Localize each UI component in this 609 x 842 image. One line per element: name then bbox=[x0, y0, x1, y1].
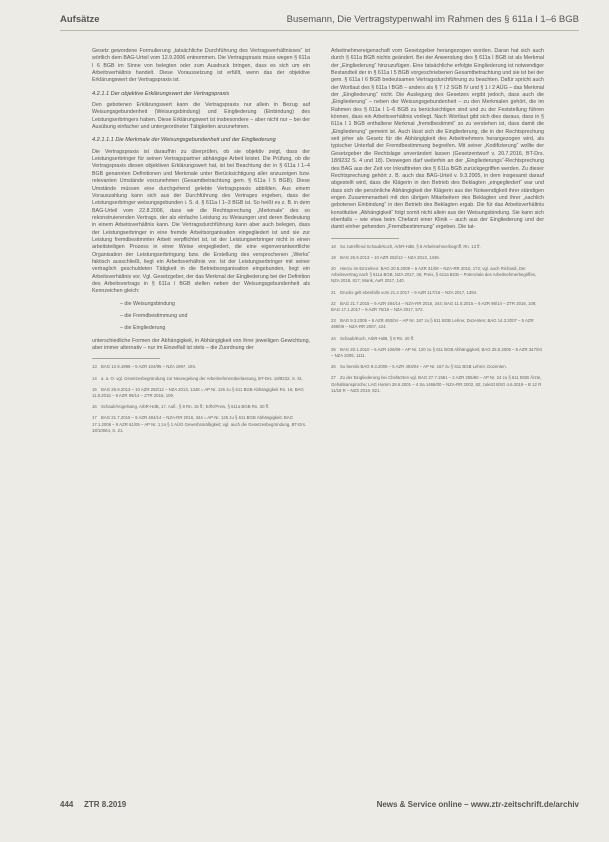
subheading: 4.2.1.1 Der objektive Erklärungswert der Vertragspraxis bbox=[92, 90, 230, 97]
footnotes-right bbox=[331, 244, 544, 394]
criteria-list bbox=[92, 301, 310, 333]
page-number: 444 bbox=[60, 800, 74, 809]
footnote: 16 Schaub/Vogelsang, ArbR-HdB, 17. Aufl., § 8 Rn. 15 ff.; ErfK/Preis, § 611a BGB Rn. 30 ff. bbox=[92, 404, 270, 410]
footnote: 22 BAG 21.7.2015 – 9 AZR 484/14 – NZA-RR 2016, 344; BAG 11.8.2015 – 9 AZR 98/14 – ZTR 2016, 109; BAG 17.1.2017 – 9 AZR 76/16 – NZA 2017, 572. bbox=[331, 300, 537, 313]
footnote: 24 Schaub/Koch, ArbR-HdB, § 8 Rn. 20 ff. bbox=[331, 335, 415, 341]
footnotes-left bbox=[92, 364, 310, 434]
subheading: 4.2.1.1.1 Die Merkmale der Weisungsgebundenheit und der Eingliederung bbox=[92, 137, 276, 144]
right-column bbox=[331, 48, 544, 399]
footnote: 18 So zutreffend Schaub/Koch, ArbR-HdB, § 8 Arbeitnehmerbegriff, Rn. 13 ff. bbox=[331, 243, 481, 249]
section-label: Aufsätze bbox=[60, 14, 100, 25]
footnote: 20 Hierzu im Einzelnen: BAG 20.5.2009 – 5 AZR 31/08 – NZA-RR 2010, 172; vgl. auch Richardi, Der Arbeitsvertrag nach § 611a BGB, NZA 2017, 36; Preis, § 611a BGB – Potenziale des Arbeitnehmerbegriffes, NZA 2018, 817; Wank, AuR 2017, 140. bbox=[331, 266, 537, 284]
paragraph: Die Vertragspraxis ist daraufhin zu überprüfen, ob sie objektiv zeigt, dass der Leistungserbringer für seinen Vertragspartner abhängige Arbeit leistet. Die Prüfung, ob die Vertragspraxis diesen objektiven Erklärungswert hat, ist bei Beachtung der in § 611a I 1–4 BGB genannten Definitionen und Merkmale unter Berücksichtigung aller anzuzeigen bzw. relevanten Umstände vorzunehmen (Gesamtbetrachtung gem. § 611a I 5 BGB). Diese Umstände müssen eine durchgehend gelebte Vertragspraxis abbilden. Aus einem Vorauszahlung kann sich aus der Durchführung des Vertrages ergeben, dass der Leistungserbringer weisungsgebunden i. S. d. § 611a I 1–3 BGB ist. So heißt es z. B. in dem BAG-Urteil vom 22.8.2006, dass wir die Rechtsprechung „Merkmale“ des so rekonstruierenden Vertrags, der als einfache Leistung zu Weisungen und deren Bedeutung in einem Arbeitsverhältnis kann. Die Vertragsdurchführung kann aber auch belegen, dass der Leistungserbringer in eine fremde Arbeitsorganisation eingegliedert ist und sie zur Leistung fremdbestimmter Arbeit verpflichtet ist, ist der Leistungserbringer nicht in einen arbeitsteiligen Prozess in einer Weise eingegliedert, die eine eigenverantwortliche Organisation der Leistungserbringung bzw. die Erstellung des versprochenen „Werks“ faktisch ausschließt, liegt ein Arbeitsverhältnis vor. Ist der Leistungserbringer mit seiner vertraglich geschuldeten Tätigkeit in die Betriebsorganisation eingebunden, liegt ein Arbeitsverhältnis vor. Vgl. Gesetzgeber, der das Merkmal der Eingliederung bei der Definition des Arbeitsvertrags in § 611a I BGB stellen neben der Weisungsgebundenheit als Kennzeichen gleich: bbox=[92, 148, 310, 295]
journal-issue: ZTR 8.2019 bbox=[84, 800, 127, 809]
archive-link[interactable]: News & Service online – www.ztr-zeitschrift.de/archiv bbox=[376, 800, 579, 809]
footnote: 25 BAG 20.1.2010 – 5 AZR 106/09 – AP Nr. 120 zu § 611 BGB Abhängigkeit; BAG 25.5.2005 – 5 AZR 347/04 – NZA 2005, 1111. bbox=[331, 346, 542, 359]
footnote: 19 BAG 25.9.2013 – 10 AZR 282/12 – NZA 2013, 1348. bbox=[331, 254, 440, 260]
footnote: 14 a. a. O. vgl. Gesetzesbegründung zur Neuregelung der Arbeitnehmerüberlassung, BT-Drs. 18/9232, S. 31. bbox=[92, 375, 304, 381]
footnote: 13 BAG 12.9.1996 – 5 AZR 104/95 – NZA 1997, 194. bbox=[92, 364, 197, 370]
paragraph: Gesetz gewordene Formulierung „tatsächliche Durchführung des Vertragsverhältnisses“ ist wörtlich dem BAG-Urteil vom 12.9.2006 entnommen. Die Vertragspraxis muss wegen § 611a I 6 BGB im Sinne von belegten oder zum Ausdruck bringen, dass es sich um ein Arbeitsverhältnis handelt. Diese Voraussetzung ist erfüllt, wenn das der objektive Erklärungswert der Vertragspraxis ist. bbox=[92, 48, 310, 84]
footnote: 17 BAG 21.7.2015 – 9 AZR 484/14 – NZA-RR 2016, 344 = AP Nr. 125 zu § 611 BGB Abhängigkeit; BAG 17.1.2006 – 9 AZR 61/05 – AP Nr. 1 zu § 1 AÜG Gewerbsmäßigkeit; vgl. auch die Gesetzesbegründung, BT-Drs. 18/10064, S. 21. bbox=[92, 415, 307, 433]
footnote: 23 BAG 9.3.2005 – 5 AZR 493/04 – AP Nr. 167 zu § 611 BGB Lehrer, Dozenten; BAG 14.3.2007 – 5 AZR 499/06 – NZA-RR 2007, 424. bbox=[331, 318, 534, 330]
list-item: – die Fremdbestimmung und bbox=[120, 313, 310, 320]
list-item: – die Eingliederung bbox=[120, 325, 310, 332]
paragraph: Arbeitnehmereigenschaft vom Gesetzgeber herangezogen worden. Daran hat sich auch durch § 611a BGB nichts geändert. Bei der Anwendung des § 611a I BGB ist als Merkmal der „Eingliederung“ hinzuzufügen. Eine tatsächliche erfolgte Eingliederung ist notwendiger Bestandteil der in § 611a I 5 BGB vorgeschriebenen Gesamtbetrachtung und sie ist bei der gem. § 611a I 6 BGB bedeutsamen Vertragsdurchführung zu beachten. Dafür spricht auch der Wortlaut des § 611a I BGB – anders als § 7 I 2 SGB IV und § 1 I 2 AÜG – das Merkmal der „Eingliederung“ nicht. Die Auslegung des Gesetzes ergibt jedoch, dass auch die „Eingliederung“ – neben der Weisungsgebundenheit – zu den Merkmalen gehört, die im Rahmen des § 611a I 1–6 BGB zu berücksichtigen sind und zu der Feststellung führen können, dass ein Arbeitsverhältnis vorliegt. Nach Wortlaut gibt sich dies daraus, dass in § 611a I 1 BGB enthaltene Merkmal „fremdbestimmt“ so zu verstehen ist, dass damit die „Eingliederung“ gemeint ist. Auch lässt sich die Eingliederung, die in der Rechtsprechung seit jeher als Gesetz für die Abhängigkeit des Arbeitnehmers herangezogen wird, als typischer Unterfall der Fremdbestimmung begreifen. Mit seiner „Kodifizierung“ wollte der Gesetzgeber die Rechtslage unverändert lassen (Gesetzentwurf v. 20.7.2016, BT-Drs. 18/9232 S. 4 und 18). Deswegen darf weiterhin an der „Eingliederungs“-Rechtsprechung des BAG aus der Zeit vor Inkrafttreten des § 611a BGB zurückgegriffen werden. Zu dieser Rechtsprechung gehört z. B. auch das BAG-Urteil v. 9.3.2005, in dem insgesamt darauf abgestellt wird, dass die Klägerin in den Betrieb des Beklagten „eingegliedert“ war und dass sich die persönliche Abhängigkeit der Klägerin aus der Notwendigkeit ihrer ständigen engen Zusammenarbeit mit den übrigen Mitarbeitern des Beklagten und ihrer „sachlich gebotenen Einbindung“ in den Betrieb des Beklagten ergab. Die für das Arbeitsverhältnis konstitutive „Abhängigkeit“ folgt somit nicht allein aus der Weisungsbindung. Sie kann sich ebenfalls – wie etwa beim Chefarzt einer Klinik – auch aus der Eingliederung und der damit einher gehenden „Fremdbestimmung“ ergeben. Die tat- bbox=[331, 48, 544, 231]
page-header bbox=[60, 10, 579, 31]
footnote-rule bbox=[92, 358, 160, 359]
left-column bbox=[92, 48, 310, 439]
footnote-rule bbox=[331, 238, 399, 239]
paragraph: unterschiedliche Formen der Abhängigkeit, in Abhängigkeit von ihrer jeweiligen Gewichtung, aber immer alternativ – nur im Einzelfall ist stets – die Zuordnung der bbox=[92, 337, 310, 352]
footnote: 21 Drucks gelt ebenfalls vom 21.2.2017 – 9 AZR 117/16 – NZA 2017, 1394. bbox=[331, 289, 478, 295]
footnote: 27 Zu der Eingliederung bei Chefärzten vgl. BAG 27.7.1961 – 2 AZR 255/60 – AP Nr. 24 zu § 611 BGB Ärzte, Gehaltsansprüche; LAG Hamm 28.6.2001 – 4 Sa 1466/00 – NZA-RR 2002, 82; zuletzt BSG 4.6.2019 – B 12 R 11/18 R – NZS 2019, 821. bbox=[331, 375, 542, 393]
running-title: Busemann, Die Vertragstypenwahl im Rahmen des § 611a I 1–6 BGB bbox=[286, 14, 579, 25]
footnote: 26 So bereits BAG 9.3.2005 – 5 AZR 493/04 – AP Nr. 167 zu § 611 BGB Lehrer, Dozenten. bbox=[331, 364, 507, 370]
list-item: – die Weisungsbindung bbox=[120, 301, 310, 308]
paragraph: Den gebotenen Erklärungswert kann die Vertragspraxis nur allein in Bezug auf Weisungsgebundenheit (Weisungsbindung) und Eingliederung (Einbindung) des Leistungserbringers haben. Diese Erklärungswert ist insbesondere – aber nicht nur – bei der Ausübung einfacher und untergeordneter Tätigkeiten anzunehmen. bbox=[92, 102, 310, 131]
footnote: 15 BAG 25.9.2013 – 10 AZR 282/12 – NZA 2013, 1348 = AP Nr. 126 zu § 611 BGB Abhängigkeit Rn. 16; BAG 11.8.2015 – 9 AZR 98/14 – ZTR 2016, 109. bbox=[92, 386, 304, 398]
